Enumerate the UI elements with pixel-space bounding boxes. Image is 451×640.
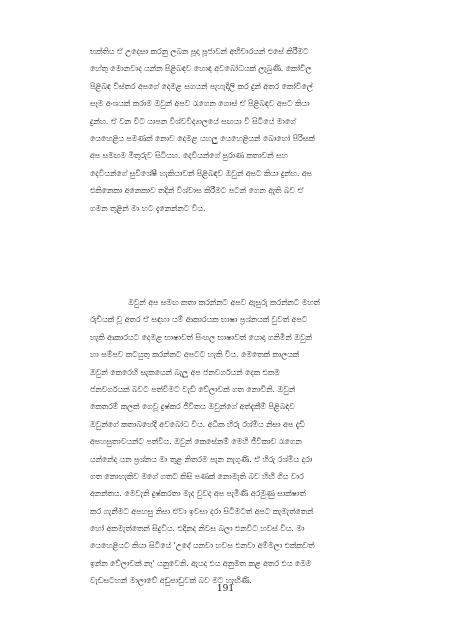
text-line: හේතු මොනවාද යන්න පිළිබඳව හොඳ අවබෝධයක් ලැබුණි. කෝවිල: [90, 64, 312, 74]
text-line: එකිනෙකා අනෙකාව තදින් විශ්වාස කිරීමට පටන් ගෙන ඇති බව ඒ: [90, 186, 304, 196]
text-line: වැඩසටහන් මාලාවේ අඩුපාඩුවක් බව මට හැඟිණි.: [90, 576, 252, 586]
page-number: 191: [216, 584, 235, 594]
text-line: ඔවුන් අප සමඟ කතා කරන්නට අපව ඇසුරු කරන්නට මහත්: [128, 298, 320, 307]
text-line: ජනවර්ගයක් බවට පත්වීමට වැඩි වේලාවක් ගත නොවිනි. ඔවුන්: [90, 384, 296, 394]
text-line: හෝ අකමැත්තෙන් සිදුවිය. එදිනද නිවස බලා එනවිට හවස් විය. මා: [90, 524, 305, 534]
text-line: දුන්හ. ඒ වන විට යාපන විශ්වවිද්‍යාලයේ සඟයා වී සිටියේ මාගේ: [90, 116, 296, 126]
text-line: රුචියක් වූ අතර ඒ සඳහා යම් ආකාරයක භාෂා ප්‍රශ්නයක් වුවත් අපට: [90, 315, 308, 325]
text-line: පිළිබඳ විස්තර අපගේ දෙමළ සගයන් පැහැදිලි කර දුන් අතර කෝවිලේ: [90, 81, 313, 91]
text-line: ගමන තුළින් මා හට දැනෙන්නට විය.: [90, 203, 206, 213]
text-line: ඔවුන්ගේ කතාබහේදී අවබෝධ විය. අධික හිරු රශ්මිය නිසා අප දැඩි: [90, 419, 305, 429]
text-line: හැකි ආකාරයට දෙමළ භාෂාවත් සිංහල භාෂාවත් යොදා ගනිමින් ඔවුන්: [90, 332, 312, 342]
text-line: ඉන්න වේලාවක් නෑ' යනුවෙනි. ඇයද එය අනුමත කළ අතර එය මෙම: [90, 558, 312, 568]
text-line: සෑම අංශයක් කරාම ඔවුන් අපව රැගෙන ගොස් ඒ පිළිබඳව අපට කියා: [90, 99, 310, 109]
text-line: යන්නේද යන ප්‍රශ්නය මා තුළ නිතරම පැන නැගුණි. ඒ හිරු රශ්මිය දරා: [90, 454, 313, 464]
text-line: කෙතරම් කලක් ගෙවූ දුෂ්කර ජීවිතය ඔවුන්ගේ අත්දැකීම් පිළිබඳව: [90, 402, 295, 412]
text-line: යෙහෙළිය පමණක් නොව දෙමළ යහලු යෙහෙළියන් බොහෝ පිරිසක්: [90, 133, 315, 143]
text-line: අපහසුතාවයන්ට පත්විය. ඔවුන් කෙසේනම් මෙහි ජීවිකාව රැගෙන: [90, 437, 302, 447]
text-line: දෙවියන්ගේ සුවිශේෂී හැකියාවන් පිළිබඳව ඔවුන් අපට කියා දුන්හ. අප: [90, 168, 312, 178]
text-line: හා සම්පව කටයුතු කරන්නට අපටට හැකි විය. මෙතෙක් කාලයක්: [90, 350, 300, 360]
text-line: කර ගැනීමට අපහසු නිසා ඒවා ඉවසා දරා සිටීමටත් අපට කැමැත්තෙන්: [90, 506, 314, 516]
text-line: අප සමඟම මිතුරුව සිටියහ. දෙවියන්ගේ පුරාණ කතාවන් සහ: [90, 151, 288, 161]
text-line: භක්තිය ඒ උදෙසා කරනු ලබන පූදා පූජාවන් අභිචාරයන් එසේ කිරීමට: [90, 47, 309, 56]
text-line: ගත නොහැකිව මගේ ගතට කිසි පණක් නොමැති බව හිඟී ගිය වාර: [90, 471, 304, 481]
paragraph-2: [90, 294, 382, 590]
text-line: අනන්තය. මෙවැනි දුෂ්කරතා මැද වුවද අප පැමිණි අරමුණු සාක්ෂාත්: [90, 489, 306, 499]
paragraph-1: [90, 43, 382, 217]
text-line: යෙහෙළියට කියා සිටියේ 'උදේ යනවා හවස එනවා අම්මලා එක්කවත්: [90, 541, 315, 551]
text-line: ඔවුන් කෙරෙහි සැකයෙන් බැලූ අප ජනවර්ගයන් දෙක එකම: [90, 367, 280, 377]
